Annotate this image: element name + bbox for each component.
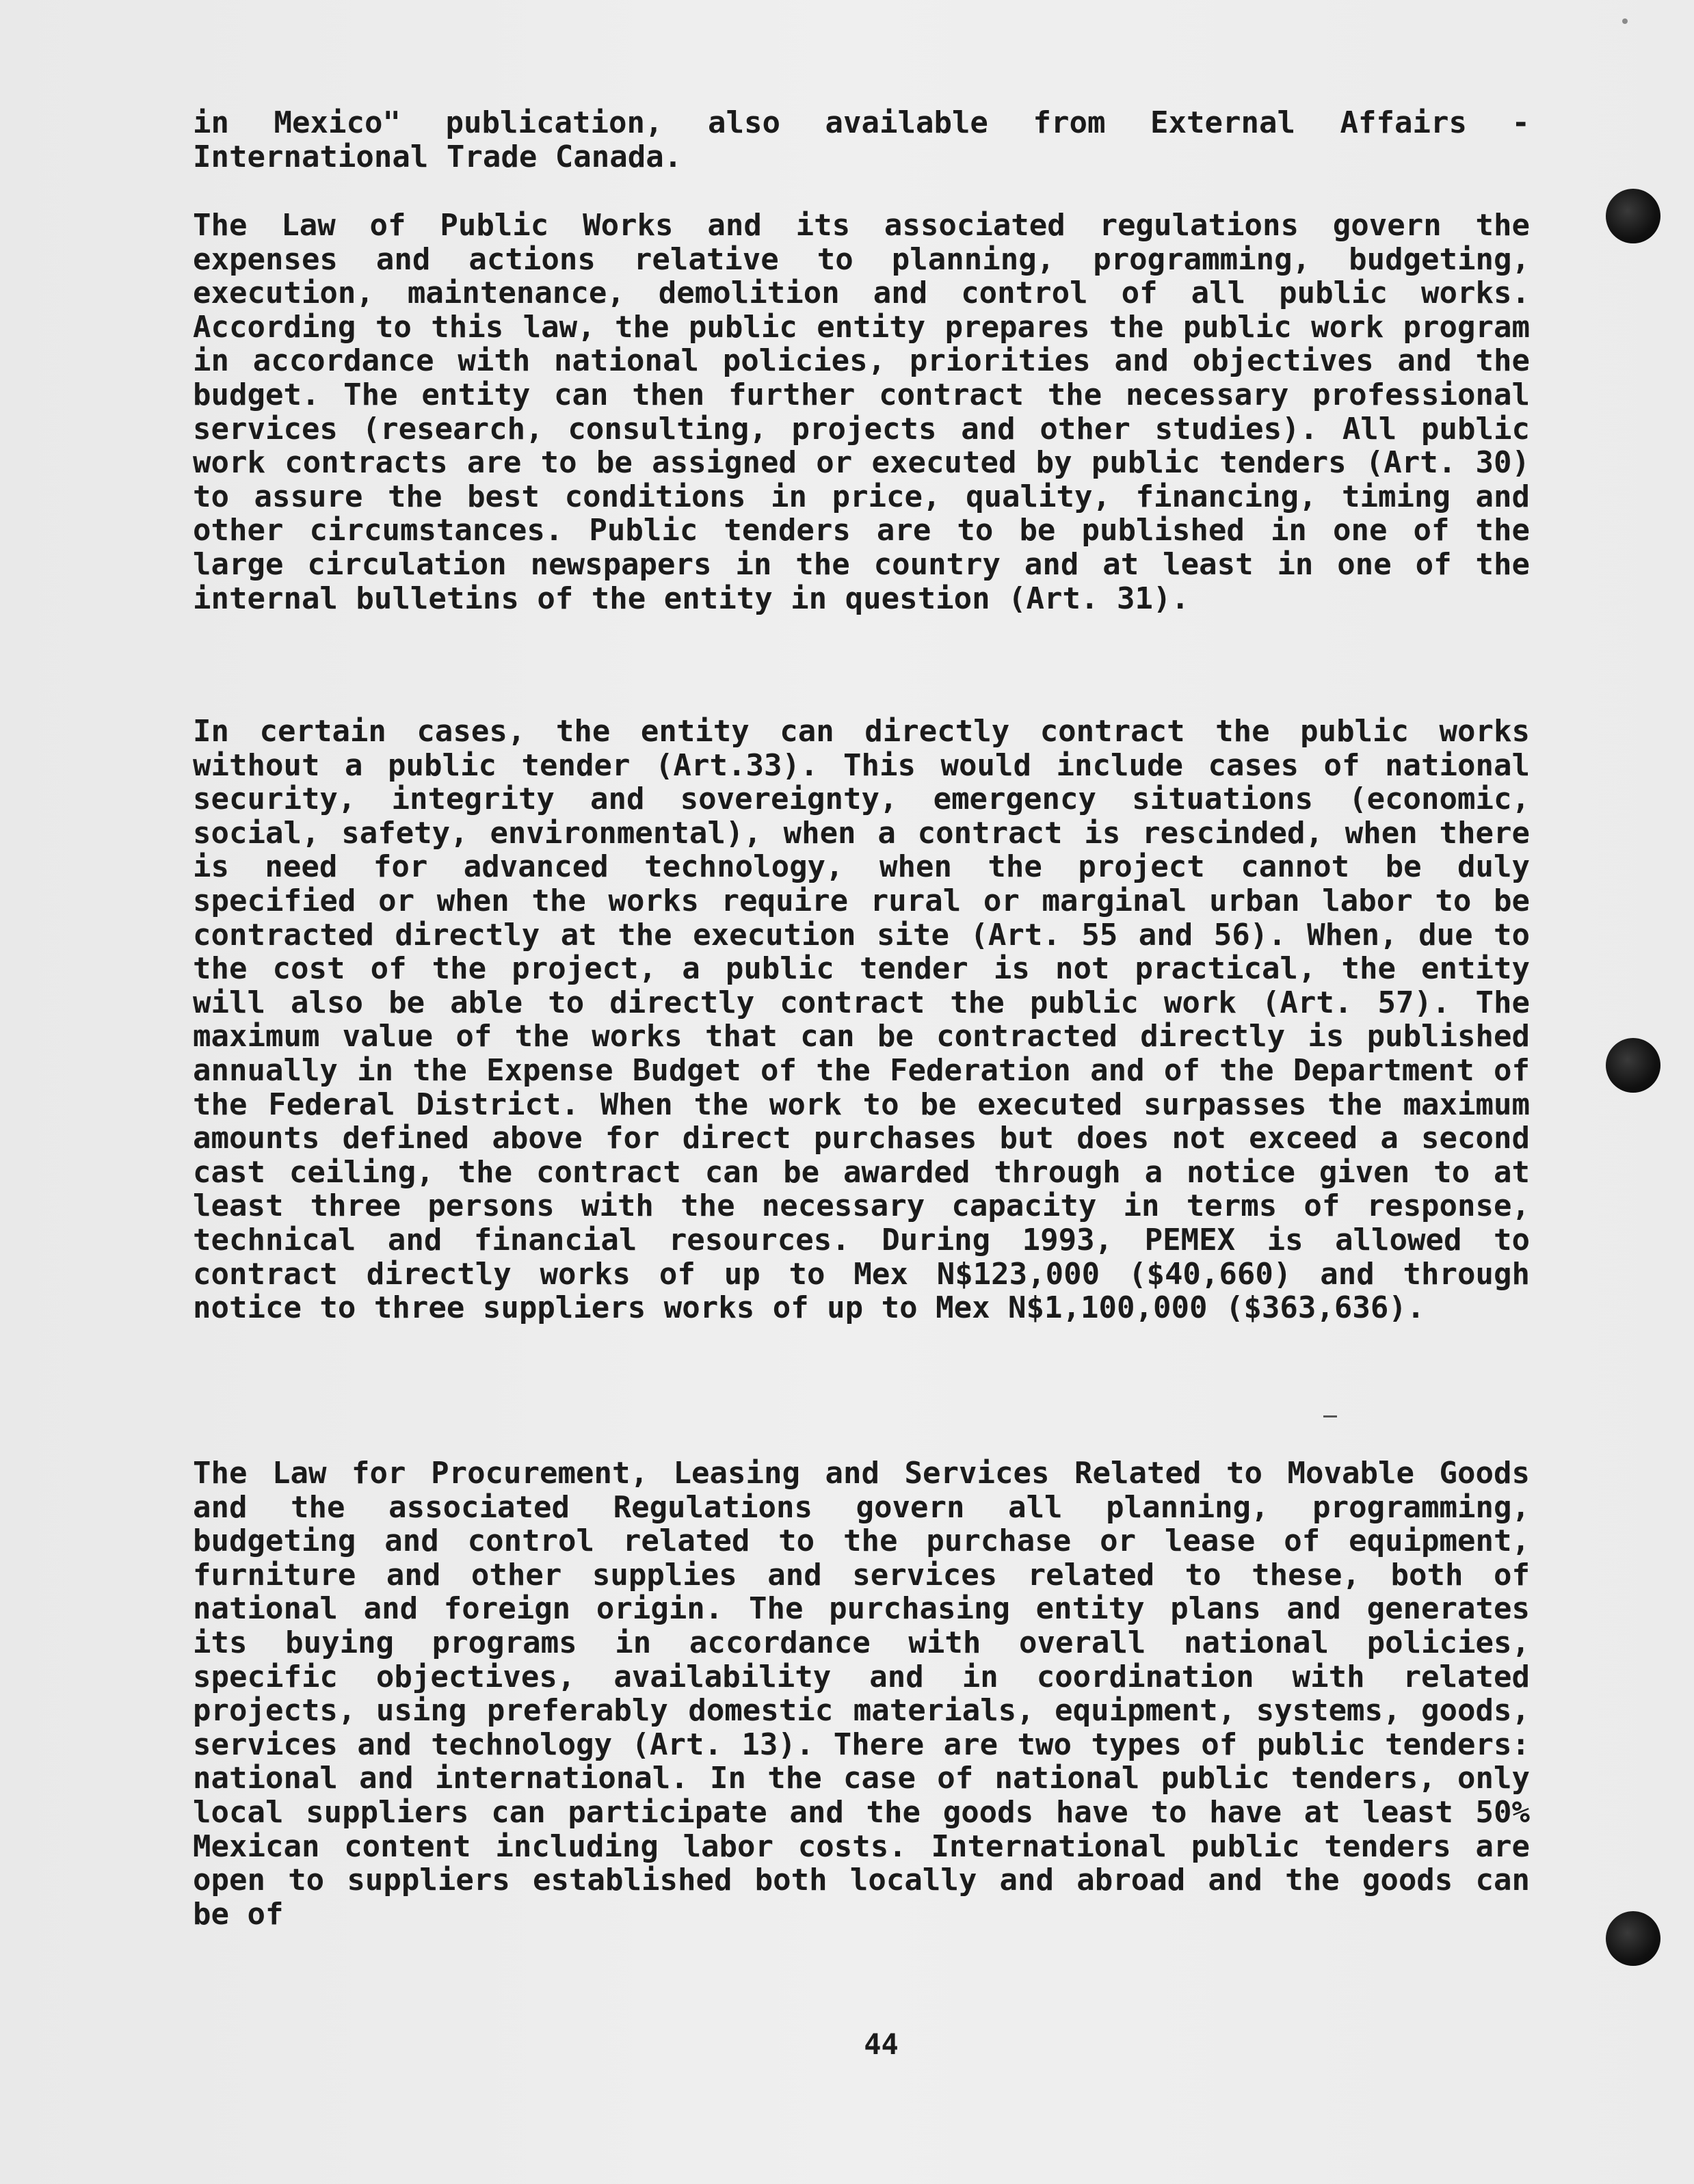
punch-hole-top [1606,189,1660,243]
procurement-lead: The [193,1456,273,1491]
paper-speck [1622,18,1628,24]
punch-hole-bottom [1606,1911,1660,1966]
public-works-text [193,209,1530,615]
public-works-body: and its associated regulations govern the expenses and actions relative to planning, programming, budgeting, execution, maintenance, demolition and control of all public works. According to this law, the public entity prepares the public work program in accordance with national policies, priorities and objectives and the budget. The entity can then further contract the necessary professional services (research, consulting, projects and other studies). All public work contracts are to be assigned or executed by public tenders (Art. 30) to assure the best conditions in price, quality, financing, timing and other circumstances. Public tenders are to be published in one of the large circulation newspapers in the country and at least in one of the internal bulletins of the entity in question (Art. 31). [193,208,1530,616]
punch-hole-middle [1606,1038,1660,1093]
procurement-text [193,1456,1530,1931]
direct-contract-text: In certain cases, the entity can directly contract the public works without a public tender (Art.33). This would include cases of national security, integrity and sovereignty, emergency situations (economic, social, safety, environmental), when a contract is rescinded, when there is need for advanced technology, when the project cannot be duly specified or when the works require rural or marginal urban labor to be contracted directly at the execution site (Art. 55 and 56). When, due to the cost of the project, a public tender is not practical, the entity will also be able to directly contract the public work (Art. 57). The maximum value of the works that can be contracted directly is published annually in the Expense Budget of the Federation and of the Department of the Federal District. When the work to be executed surpasses the maximum amounts defined above for direct purchases but does not exceed a second cast ceiling, the contract can be awarded through a notice given to at least three persons with the necessary capacity in terms of response, technical and financial resources. During 1993, PEMEX is allowed to contract directly works of up to Mex N$123,000 ($40,660) and through notice to three suppliers works of up to Mex N$1,100,000 ($363,636). [193,714,1530,1326]
public-works-lead: The [193,208,282,243]
intro-paragraph [193,106,1530,174]
public-works-paragraph [193,209,1530,615]
page-number: 44 [864,2027,899,2061]
stray-mark [1323,1415,1337,1417]
procurement-law-name: Law for Procurement, Leasing and Services Related to Movable Goods [272,1456,1530,1491]
direct-contract-paragraph [193,715,1530,1325]
intro-text: in Mexico" publication, also available from External Affairs - International Trade Canada. [193,105,1530,174]
procurement-paragraph [193,1456,1530,1931]
public-works-law-name: Law of Public Works [281,208,674,243]
procurement-body: and the associated Regulations govern all planning, programming, budgeting and control related to the purchase or lease of equipment, furniture and other supplies and services related to these, both of national and foreign origin. The purchasing entity plans and generates its buying programs in accordance with overall national policies, specific objectives, availability and in coordination with related projects, using preferably domestic materials, equipment, systems, goods, services and technology (Art. 13). There are two types of public tenders: national and international. In the case of national public tenders, only local suppliers can participate and the goods have to have at least 50% Mexican content including labor costs. International public tenders are open to suppliers established both locally and abroad and the goods can be of [193,1489,1530,1932]
